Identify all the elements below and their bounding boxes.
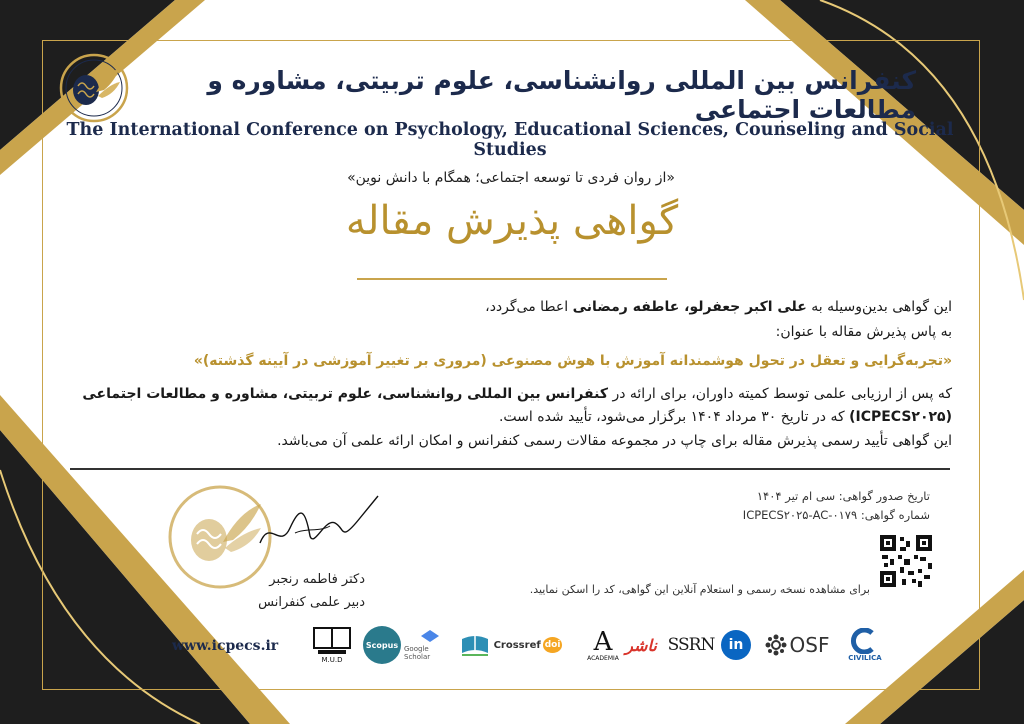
footer-divider — [70, 468, 950, 470]
google-scholar-logo — [404, 620, 456, 670]
certificate-number: شماره گواهی: ICPECS۲۰۲۵-AC-۰۱۷۹ — [742, 508, 930, 522]
author-names: علی اکبر جعفرلو، عاطفه رمضانی — [572, 299, 807, 315]
academia-letter: A — [593, 626, 613, 657]
scopus-label: Scopus — [365, 640, 399, 650]
article-title: «تجربه‌گرایی و تعقل در تحول هوشمندانه آموزش با هوش مصنوعی (مروری بر تغییر آموزشی در آیینه گذشته)» — [193, 353, 952, 369]
article-intro-line: به پاس پذیرش مقاله با عنوان: — [775, 324, 952, 340]
open-book-icon — [460, 633, 490, 657]
award-line — [72, 299, 952, 315]
mud-caption: M.U.D — [321, 656, 343, 664]
brain-wings-logo-icon — [58, 52, 130, 124]
issue-date: تاریخ صدور گواهی: سی ام تیر ۱۴۰۴ — [756, 489, 930, 503]
ssrn-label: SSRN — [667, 635, 715, 655]
linkedin-logo — [719, 620, 753, 670]
academia-label: ACADEMIA — [587, 654, 619, 662]
certificate-title: گواهی پذیرش مقاله — [345, 198, 679, 244]
graduation-cap-icon — [420, 629, 440, 645]
crossref-doi-label: doi — [543, 637, 563, 653]
evaluation-prefix: که پس از ارزیابی علمی توسط کمیته داوران، برای ارائه در — [612, 386, 952, 402]
noormags-logo — [620, 620, 662, 670]
conference-title-persian: کنفرانس بین المللی روانشناسی، علوم تربیتی، مشاوره و مطالعات اجتماعی — [207, 66, 916, 124]
mud-logo — [308, 620, 356, 670]
award-prefix: این گواهی بدین‌وسیله به — [811, 299, 952, 315]
osf-label: OSF — [789, 633, 830, 657]
civilica-logo — [840, 620, 890, 670]
conference-code: (ICPECS۲۰۲۵) — [849, 409, 952, 425]
academia-logo — [585, 620, 621, 670]
ssrn-logo — [665, 620, 717, 670]
signer-name: دکتر فاطمه رنجبر — [269, 572, 365, 587]
qr-code-icon[interactable] — [880, 535, 932, 587]
crossref-label: Crossref — [493, 639, 541, 651]
title-underline — [357, 278, 667, 280]
conference-title-english: The International Conference on Psychology, Educational Sciences, Counseling and Social Studies — [66, 120, 954, 160]
evaluation-paragraph — [72, 383, 952, 429]
evaluation-suffix: که در تاریخ ۳۰ مرداد ۱۴۰۴ برگزار می‌شود، تأیید شده است. — [498, 409, 845, 425]
conference-name: کنفرانس بین المللی روانشناسی، علوم تربیتی، مشاوره و مطالعات اجتماعی — [82, 386, 608, 402]
qr-instruction: برای مشاهده نسخه رسمی و استعلام آنلاین این گواهی، کد را اسکن نمایید. — [529, 583, 870, 596]
civilica-label: CIVILICA — [848, 654, 882, 662]
scopus-logo — [362, 620, 402, 670]
website-link[interactable]: www.icpecs.ir — [172, 638, 279, 654]
google-scholar-label: Google Scholar — [404, 645, 431, 661]
research-logo — [458, 620, 492, 670]
book-icon — [312, 626, 352, 656]
conference-motto: «از روان فردی تا توسعه اجتماعی؛ همگام با دانش نوین» — [347, 170, 675, 186]
signer-role: دبیر علمی کنفرانس — [258, 595, 365, 610]
crossref-logo — [493, 620, 561, 670]
noormags-label: ناشر — [625, 635, 657, 655]
osf-icon — [765, 634, 787, 656]
award-suffix: اعطا می‌گردد، — [485, 299, 569, 315]
civilica-icon — [850, 628, 880, 654]
osf-logo — [757, 620, 837, 670]
confirmation-line: این گواهی تأیید رسمی پذیرش مقاله برای چاپ در مجموعه مقالات رسمی کنفرانس و امکان ارائه علمی آن می‌باشد. — [277, 433, 952, 449]
linkedin-label: in — [728, 637, 744, 653]
signature-icon — [250, 488, 385, 560]
